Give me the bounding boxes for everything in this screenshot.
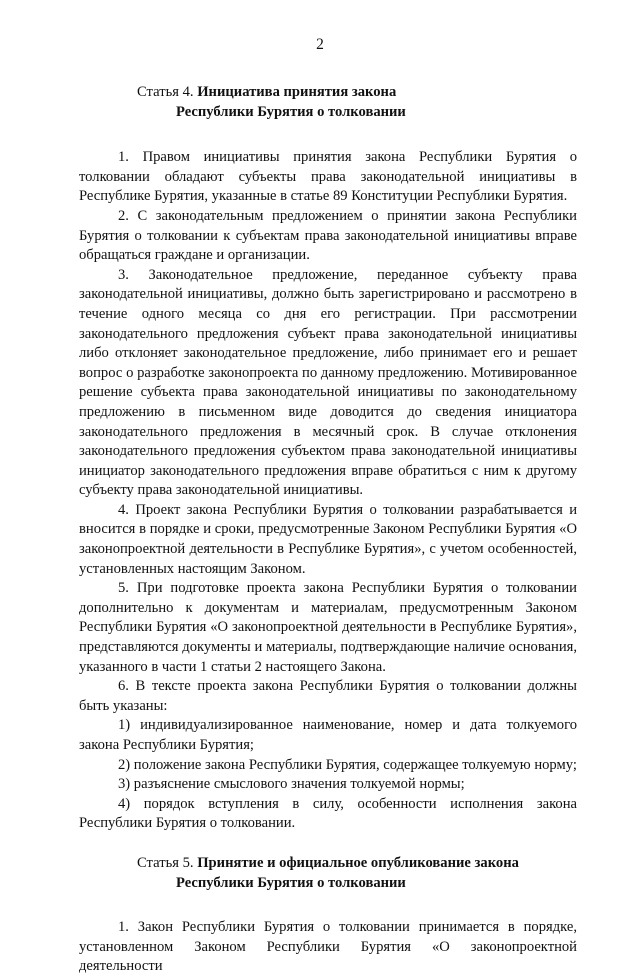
article-5-title-line2: Республики Бурятия о толковании — [176, 874, 406, 891]
article-4-part-1: 1. Правом инициативы принятия закона Республики Бурятия о толковании обладают субъекты права законодательной инициативы в Республике Бурятия, указанные в статье 89 Конституции Республики Бурятия. — [79, 149, 577, 205]
list-item: 4) порядок вступления в силу, особенности исполнения закона Республики Бурятия о толковании. — [79, 795, 577, 832]
list-item: 3) разъяснение смыслового значения толкуемой нормы; — [118, 776, 465, 793]
document-body — [79, 83, 577, 977]
article-4-title-line2: Республики Бурятия о толковании — [176, 103, 406, 120]
article-4-part-2: 2. С законодательным предложением о принятии закона Республики Бурятия о толковании к субъектам права законодательной инициативы вправе обращаться граждане и организации. — [79, 207, 577, 264]
article-5-heading — [79, 854, 577, 893]
article-5-part-1: 1. Закон Республики Бурятия о толковании принимается в порядке, установленном Законом Республики Бурятия «О законопроектной деятельности — [79, 919, 577, 975]
article-5-title-line1: Принятие и официальное опубликование закона — [197, 854, 519, 871]
article-4-prefix: Статья 4. — [137, 84, 194, 100]
article-4-part-6: 6. В тексте проекта закона Республики Бурятия о толковании должны быть указаны: — [79, 678, 577, 714]
article-4-title-line1: Инициатива принятия закона — [197, 84, 397, 100]
article-5-prefix: Статья 5. — [137, 854, 194, 871]
list-item: 2) положение закона Республики Бурятия, содержащее толкуемую норму; — [118, 756, 577, 773]
list-item: 1) индивидуализированное наименование, номер и дата толкуемого закона Республики Бурятия; — [79, 717, 577, 753]
article-4-heading — [79, 83, 577, 122]
article-4-part-5: 5. При подготовке проекта закона Республики Бурятия о толковании дополнительно к документам и материалам, предусмотренным Законом Республики Бурятия «О законопроектной деятельности в Республике Бурятия», представляются документы и материалы, подтверждающие наличие основания, указанного в части 1 статьи 2 настоящего Закона. — [79, 580, 577, 675]
article-4-part-4: 4. Проект закона Республики Бурятия о толковании разрабатывается и вносится в порядке и сроки, предусмотренные Законом Республики Бурятия «О законопроектной деятельности в Республике Бурятия», с учетом особенностей, установленных настоящим Законом. — [79, 501, 577, 577]
page-number: 2 — [316, 36, 324, 53]
article-4-part-3: 3. Законодательное предложение, переданное субъекту права законодательной инициативы, должно быть зарегистрировано и рассмотрено в течение одного месяца со дня его регистрации. При рассмотрении законодательного предложения субъект права законодательной инициативы либо отклоняет законодательное предложение, либо принимает его и решает вопрос о разработке законопроекта по данному предложению. Мотивированное решение субъекта права законодательной инициативы по законодательному предложению в письменном виде доводится до сведения инициатора законодательного предложения в месячный срок. В случае отклонения законодательного предложения субъектом права законодательной инициативы инициатор законодательного предложения вправе обратиться с ним к другому субъекту права законодательной инициативы. — [79, 266, 577, 499]
